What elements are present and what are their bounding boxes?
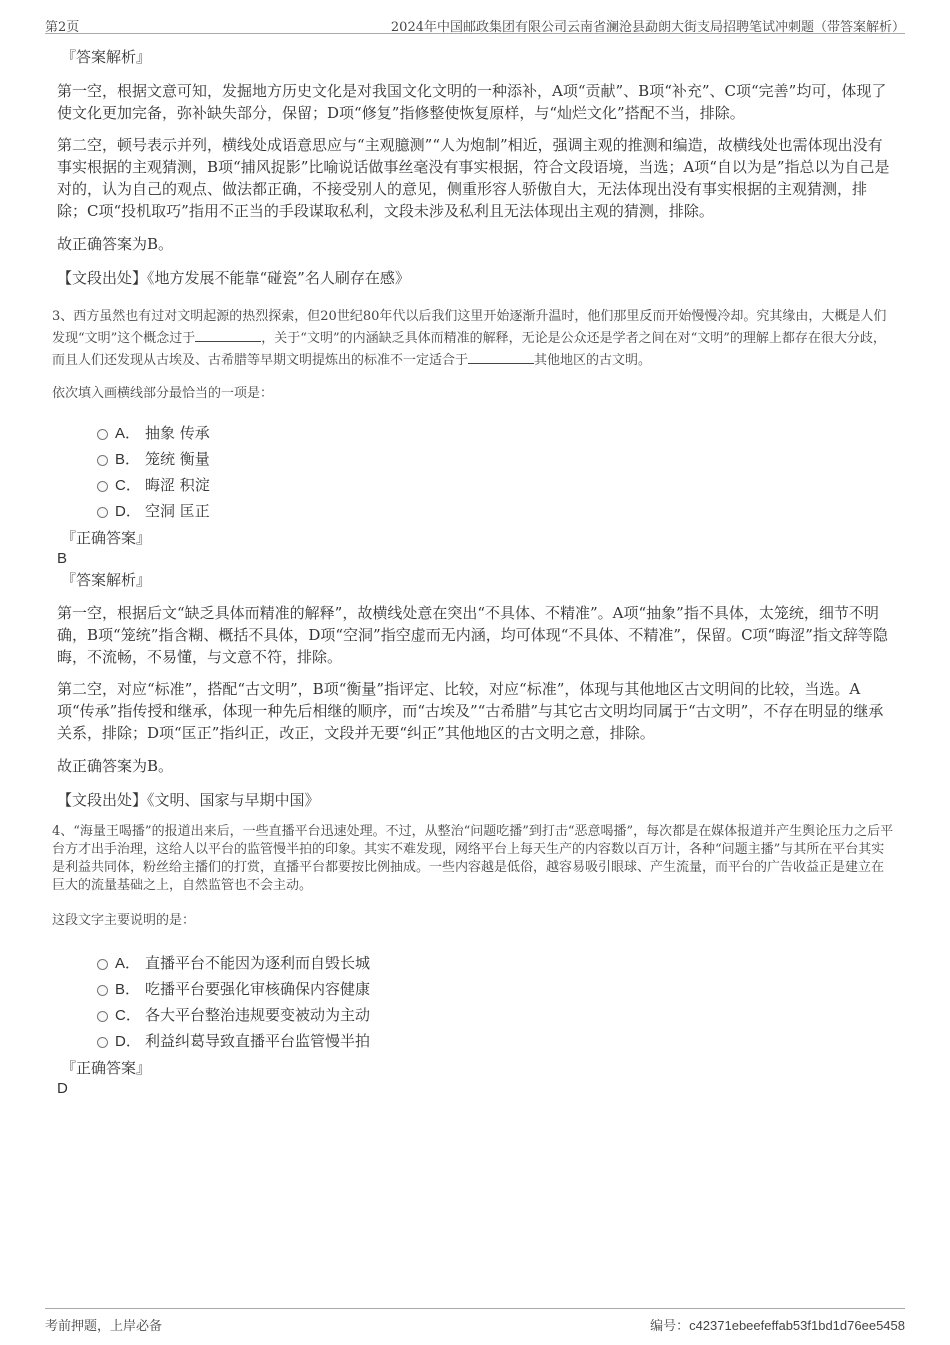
blank-line — [195, 328, 261, 342]
page-footer — [45, 1308, 905, 1332]
document-body — [52, 46, 895, 1099]
question-4-text: 4、“海量王喝播”的报道出来后，一些直播平台迅速处理。不过，从整治“问题吃播”到打击“恶意喝播”，每次都是在媒体报道并产生舆论压力之后平台方才出手治理，这给人以平台的监管慢半拍的印象。其实不难发现，网络平台上每天生产的内容数以百万计，各种“问题主播”与其所在平台其实是利益共同体，粉丝给主播们的打赏，直播平台都要按比例抽成。一些内容越是低俗，越容易吸引眼球、产生流量，而平台的广告收益正是建立在巨大的流量基础之上，自然监管也不会主动。 — [52, 824, 894, 893]
footer-slogan: 考前押题，上岸必备 — [45, 1319, 163, 1334]
blank-line — [468, 350, 534, 364]
conclusion: 故正确答案为B。 — [57, 757, 174, 775]
radio-icon[interactable] — [97, 481, 108, 492]
option-a[interactable]: A． 抽象 传承 — [97, 419, 895, 445]
analysis-paragraph: 第一空，根据文意可知，发掘地方历史文化是对我国文化文明的一种添补，A项“贡献”、B项“补充”、C项“完善”均可，体现了使文化更加完备，弥补缺失部分，保留；D项“修复”指修整使恢复原样，与“灿烂文化”搭配不当，排除。 — [57, 82, 887, 122]
question-4-prompt: 这段文字主要说明的是： — [52, 913, 196, 928]
radio-icon[interactable] — [97, 455, 108, 466]
option-b[interactable]: B． 吃播平台要强化审核确保内容健康 — [97, 975, 895, 1001]
analysis-paragraph: 第二空，对应“标准”，搭配“古文明”，B项“衡量”指评定、比较，对应“标准”，体现与其他地区古文明间的比较，当选。A项“传承”指传授和继承，体现一种先后相继的顺序，而“古埃及”“古希腊”与其它古文明均同属于“古文明”，不存在明显的继承关系，排除；D项“匡正”指纠正，改正，文段并无要“纠正”其他地区的古文明之意，排除。 — [57, 680, 884, 742]
correct-answer: B — [57, 550, 68, 567]
document-id: 编号：c42371ebeefeffab53f1bd1d76ee5458 — [650, 1318, 905, 1333]
source-citation: 【文段出处】《地方发展不能靠“碰瓷”名人刷存在感》 — [57, 269, 410, 287]
option-d[interactable]: D． 空洞 匡正 — [97, 497, 895, 523]
option-b[interactable]: B． 笼统 衡量 — [97, 445, 895, 471]
radio-icon[interactable] — [97, 1037, 108, 1048]
radio-icon[interactable] — [97, 1011, 108, 1022]
source-citation: 【文段出处】《文明、国家与早期中国》 — [57, 791, 320, 809]
radio-icon[interactable] — [97, 959, 108, 970]
radio-icon[interactable] — [97, 429, 108, 440]
analysis-label: 『答案解析』 — [61, 571, 152, 589]
conclusion: 故正确答案为B。 — [57, 235, 174, 253]
page-number: 第2页 — [45, 20, 80, 35]
analysis-paragraph: 第二空，顿号表示并列，横线处成语意思应与“主观臆测”“人为炮制”相近，强调主观的推测和编造，故横线处也需体现出没有事实根据的主观猜测，B项“捕风捉影”比喻说话做事丝毫没有事实根据，符合文段语境，当选；A项“自以为是”指总以为自己是对的，认为自己的观点、做法都正确，不接受别人的意见，侧重形容人骄傲自大，无法体现出没有事实根据的主观猜测，排除；C项“投机取巧”指用不正当的手段谋取私利，文段未涉及私利且无法体现出主观的猜测，排除。 — [57, 136, 890, 220]
question-3-prompt: 依次填入画横线部分最恰当的一项是： — [52, 386, 274, 401]
option-c[interactable]: C． 各大平台整治违规要变被动为主动 — [97, 1001, 895, 1027]
document-title: 2024年中国邮政集团有限公司云南省澜沧县勐朗大街支局招聘笔试冲刺题（带答案解析） — [390, 20, 905, 35]
correct-answer-label: 『正确答案』 — [61, 1059, 152, 1077]
option-c[interactable]: C． 晦涩 积淀 — [97, 471, 895, 497]
option-a[interactable]: A． 直播平台不能因为逐利而自毁长城 — [97, 949, 895, 975]
option-d[interactable]: D． 利益纠葛导致直播平台监管慢半拍 — [97, 1027, 895, 1053]
question-4-options — [97, 949, 895, 1053]
radio-icon[interactable] — [97, 507, 108, 518]
correct-answer-label: 『正确答案』 — [61, 529, 152, 547]
radio-icon[interactable] — [97, 985, 108, 996]
analysis-label: 『答案解析』 — [61, 48, 152, 66]
question-3-text: 3、西方虽然也有过对文明起源的热烈探索，但20世纪80年代以后我们这里开始逐渐升温时，他们那里反而开始慢慢冷却。究其缘由，大概是人们发现“文明”这个概念过于 ，关于“文明”的内涵缺乏具体而精准的解释，无论是公众还是学者之间在对“文明”的理解上都存在很大分歧，而且人们还发现从古埃及、古希腊等早期文明提炼出的标准不一定适合于 其他地区的古文明。 — [52, 309, 887, 368]
page-header — [45, 14, 905, 34]
correct-answer: D — [57, 1080, 68, 1097]
question-3-options — [97, 419, 895, 523]
analysis-paragraph: 第一空，根据后文“缺乏具体而精准的解释”，故横线处意在突出“不具体、不精准”。A项“抽象”指不具体，太笼统，细节不明确，B项“笼统”指含糊、概括不具体，D项“空洞”指空虚而无内涵，均可体现“不具体、不精准”，保留。C项“晦涩”指文辞等隐晦，不流畅，不易懂，与文意不符，排除。 — [57, 604, 888, 666]
